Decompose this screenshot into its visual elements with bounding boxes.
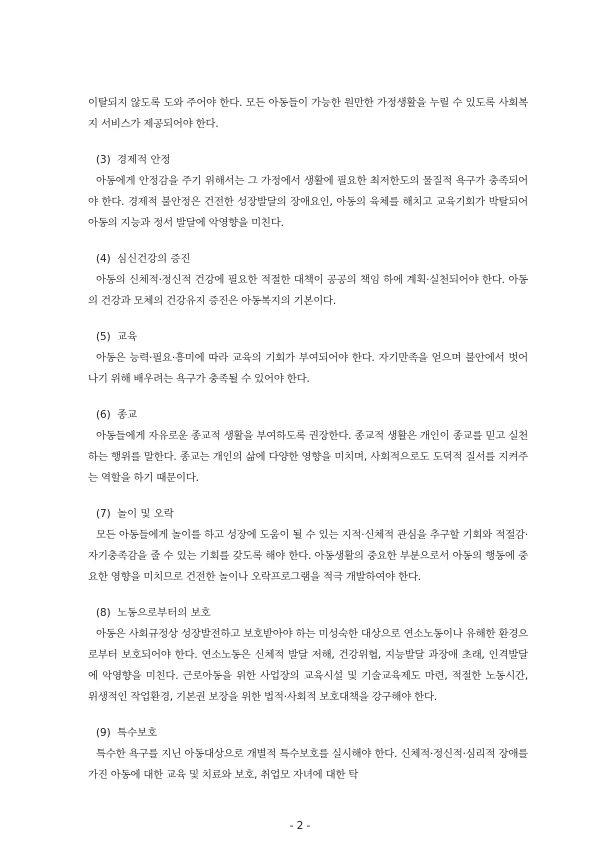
- section-8: [88, 603, 528, 708]
- section-number: (6): [96, 409, 111, 421]
- section-heading: [96, 723, 528, 744]
- section-title: 놀이 및 오락: [117, 508, 174, 520]
- section-heading: [96, 603, 528, 624]
- section-heading: [96, 405, 528, 426]
- section-number: (9): [96, 727, 111, 739]
- section-6: [88, 405, 528, 489]
- page-number: - 2 -: [289, 820, 311, 832]
- section-number: (3): [96, 154, 111, 166]
- section-body: 특수한 욕구를 지닌 아동대상으로 개별적 특수보호를 실시해야 한다. 신체적·정신적·심리적 장애를 가진 아동에 대한 교육 및 치료와 보호, 취업모 자녀에 대한 탁: [88, 748, 528, 781]
- page-content: [88, 93, 528, 801]
- section-title: 심신건강의 증진: [117, 253, 191, 265]
- section-body: 아동의 신체적·정신적 건강에 필요한 적절한 대책이 공공의 책임 하에 계획·실천되어야 한다. 아동의 건강과 모체의 건강유지 증진은 아동복지의 기본이다.: [88, 274, 528, 307]
- section-title: 노동으로부터의 보호: [117, 607, 211, 619]
- section-title: 종교: [117, 409, 138, 421]
- section-4: [88, 249, 528, 312]
- section-9: [88, 723, 528, 786]
- section-body: 아동에게 안정감을 주기 위해서는 그 가정에서 생활에 필요한 최저한도의 물질적 욕구가 충족되어야 한다. 경제적 불안정은 건전한 성장발달의 장애요인, 아동의 육체를 해치고 교육기회가 박탈되어 아동의 지능과 정서 발달에 악영향을 미친다.: [88, 175, 528, 229]
- section-body: 아동들에게 자유로운 종교적 생활을 부여하도록 권장한다. 종교적 생활은 개인이 종교를 믿고 실천하는 행위를 말한다. 종교는 개인의 삶에 다양한 영향을 미치며, 사회적으로도 도덕적 질서를 지켜주는 역할을 하기 때문이다.: [88, 430, 528, 484]
- section-title: 교육: [117, 331, 138, 343]
- section-5: [88, 327, 528, 390]
- section-3: [88, 150, 528, 234]
- section-heading: [96, 504, 528, 525]
- section-number: (4): [96, 253, 111, 265]
- section-body: 아동은 능력·필요·흥미에 따라 교육의 기회가 부여되어야 한다. 자기만족을 얻으며 불안에서 벗어나기 위해 배우려는 욕구가 충족될 수 있어야 한다.: [88, 352, 528, 385]
- section-heading: [96, 150, 528, 171]
- section-number: (8): [96, 607, 111, 619]
- section-title: 특수보호: [117, 727, 158, 739]
- intro-paragraph: 이탈되지 않도록 도와 주어야 한다. 모든 아동들이 가능한 원만한 가정생활을 누릴 수 있도록 사회복지 서비스가 제공되어야 한다.: [88, 97, 528, 130]
- section-title: 경제적 안정: [117, 154, 171, 166]
- section-heading: [96, 327, 528, 348]
- section-body: 모든 아동들에게 놀이를 하고 성장에 도움이 될 수 있는 지적·신체적 관심을 추구할 기회와 적절감·자기충족감을 줄 수 있는 기회를 갖도록 해야 한다. 아동생활의 중요한 부분으로서 아동의 행동에 중요한 영향을 미치므로 건전한 놀이나 오락프로그램을 적극 개발하여야 한다.: [88, 529, 528, 583]
- section-7: [88, 504, 528, 588]
- section-body: 아동은 사회규정상 성장발전하고 보호받아야 하는 미성숙한 대상으로 연소노동이나 유해한 환경으로부터 보호되어야 한다. 연소노동은 신체적 발달 저해, 건강위협, 지능발달 과장애 초래, 인격발달에 악영향을 미친다. 근로아동을 위한 사업장의 교육시설 및 기술교육제도 마련, 적절한 노동시간, 위생적인 작업환경, 기본권 보장을 위한 법적·사회적 보호대책을 강구해야 한다.: [88, 628, 528, 703]
- section-heading: [96, 249, 528, 270]
- section-number: (5): [96, 331, 111, 343]
- section-number: (7): [96, 508, 111, 520]
